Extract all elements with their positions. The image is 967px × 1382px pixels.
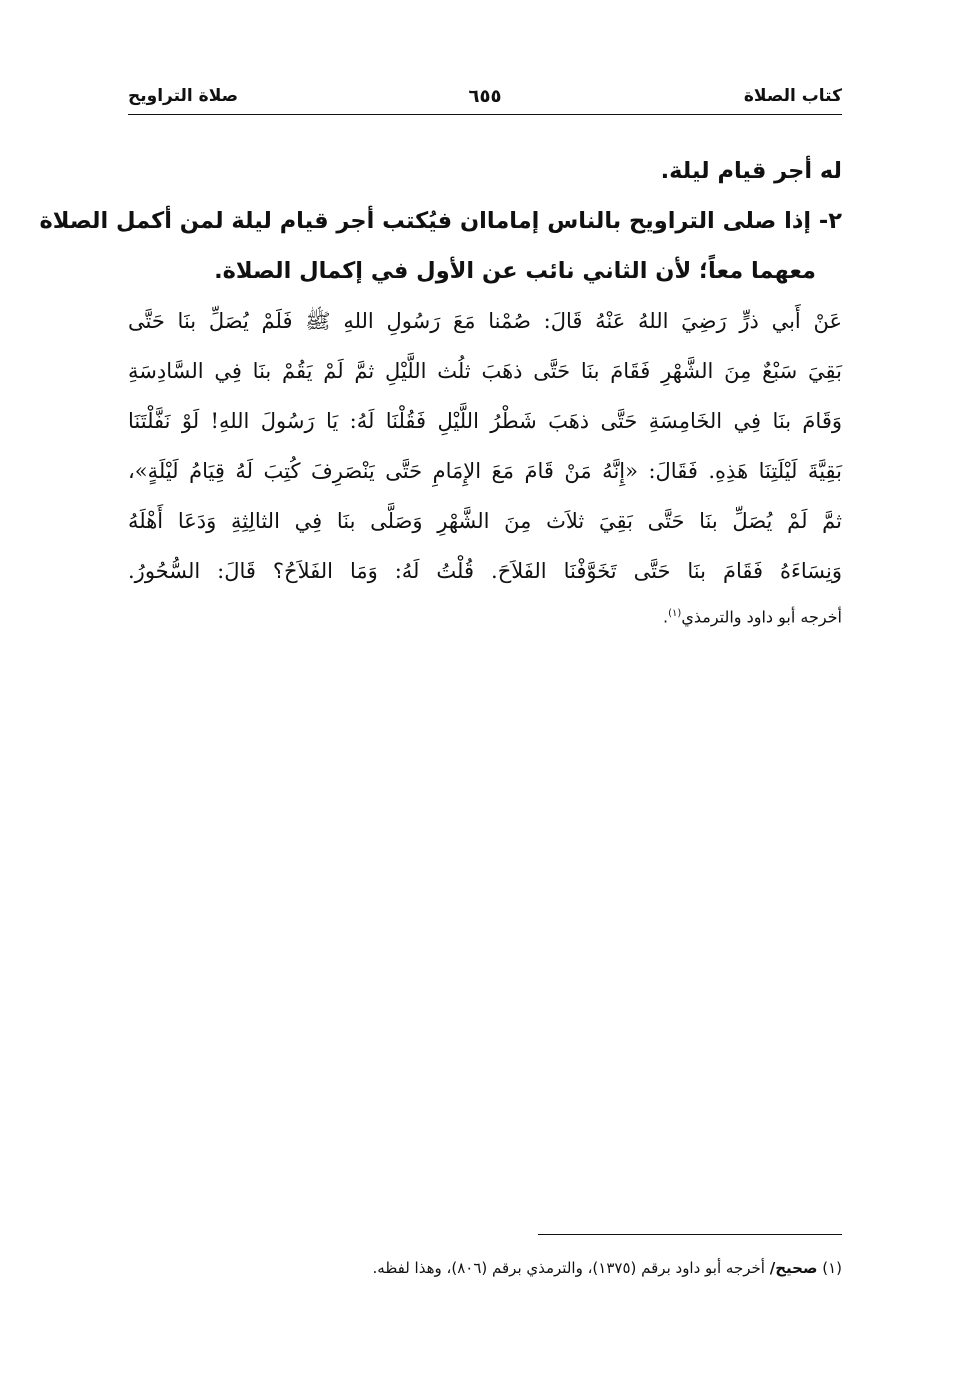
footnote (128, 1254, 842, 1282)
footnote-number: (١) (822, 1259, 842, 1277)
hadith-line-2: بَقِيَ سَبْعٌ مِنَ الشَّهْرِ فَقَامَ بنَا حَتَّى ذهَبَ ثلُث اللَّيْلِ ثمَّ لَمْ يَقُمْ بنَا فِي السَّادِسَةِ (128, 359, 842, 383)
text-line-1: له أجر قيام ليلة. (660, 158, 842, 184)
main-text (39, 146, 842, 633)
running-header (128, 82, 842, 115)
hadith-line-5: ثمَّ لَمْ يُصَلِّ بنَا حَتَّى بَقِيَ ثلاَث مِنَ الشَّهْرِ وَصَلَّى بنَا فِي الثالِثِةِ وَدَعَا أَهْلَهُ (128, 509, 842, 533)
text-line-3: معهما معاً؛ لأن الثاني نائب عن الأول في إكمال الصلاة. (214, 258, 816, 284)
footnote-reference[interactable]: (١) (668, 608, 682, 619)
hadith-source (128, 598, 842, 633)
hadith-line-1: عَنْ أَبي ذرٍّ رَضِيَ اللهُ عَنْهُ قَالَ: صُمْنا مَعَ رَسُولِ اللهِ ﷺ فَلَمْ يُصَلِّ بنَا حَتَّى (128, 309, 842, 333)
hadith-line-6: وَنِسَاءَهُ فَقَامَ بنَا حَتَّى تَخَوَّفْنَا الفَلاَحَ. قُلْتُ لَهُ: وَمَا الفَلاَحُ؟ قَالَ: السُّحُورُ. (128, 559, 842, 583)
book-title: كتاب الصلاة (743, 86, 842, 106)
text-line-2: ٢- إذا صلى التراويح بالناس إماماان فيُكتب أجر قيام ليلة لمن أكمل الصلاة (39, 208, 842, 234)
hadith-line-3: وَقَامَ بنَا فِي الخَامِسَةِ حَتَّى ذهَبَ شَطْرُ اللَّيْلِ فَقُلْنَا لَهُ: يَا رَسُولَ اللهِ! لَوْ نَفَّلْتَنَا (128, 409, 842, 433)
footnote-grade: صحيح/ (769, 1259, 818, 1277)
source-end: . (663, 607, 669, 627)
hadith-line-4: بَقِيَّةَ لَيْلَتِنَا هَذِهِ. فَقَالَ: «إِنَّهُ مَنْ قَامَ مَعَ الإِمَامِ حَتَّى يَنْصَرِفَ كُتِبَ لَهُ قِيَامُ لَيْلَةٍ»، (128, 459, 842, 483)
page-number: ٦٥٥ (468, 86, 502, 107)
footnote-text: أخرجه أبو داود برقم (١٣٧٥)، والترمذي برقم (٨٠٦)، وهذا لفظه. (372, 1259, 770, 1277)
footnote-separator (538, 1234, 842, 1235)
chapter-title: صلاة التراويح (128, 86, 239, 106)
source-text: أخرجه أبو داود والترمذي (681, 607, 842, 627)
